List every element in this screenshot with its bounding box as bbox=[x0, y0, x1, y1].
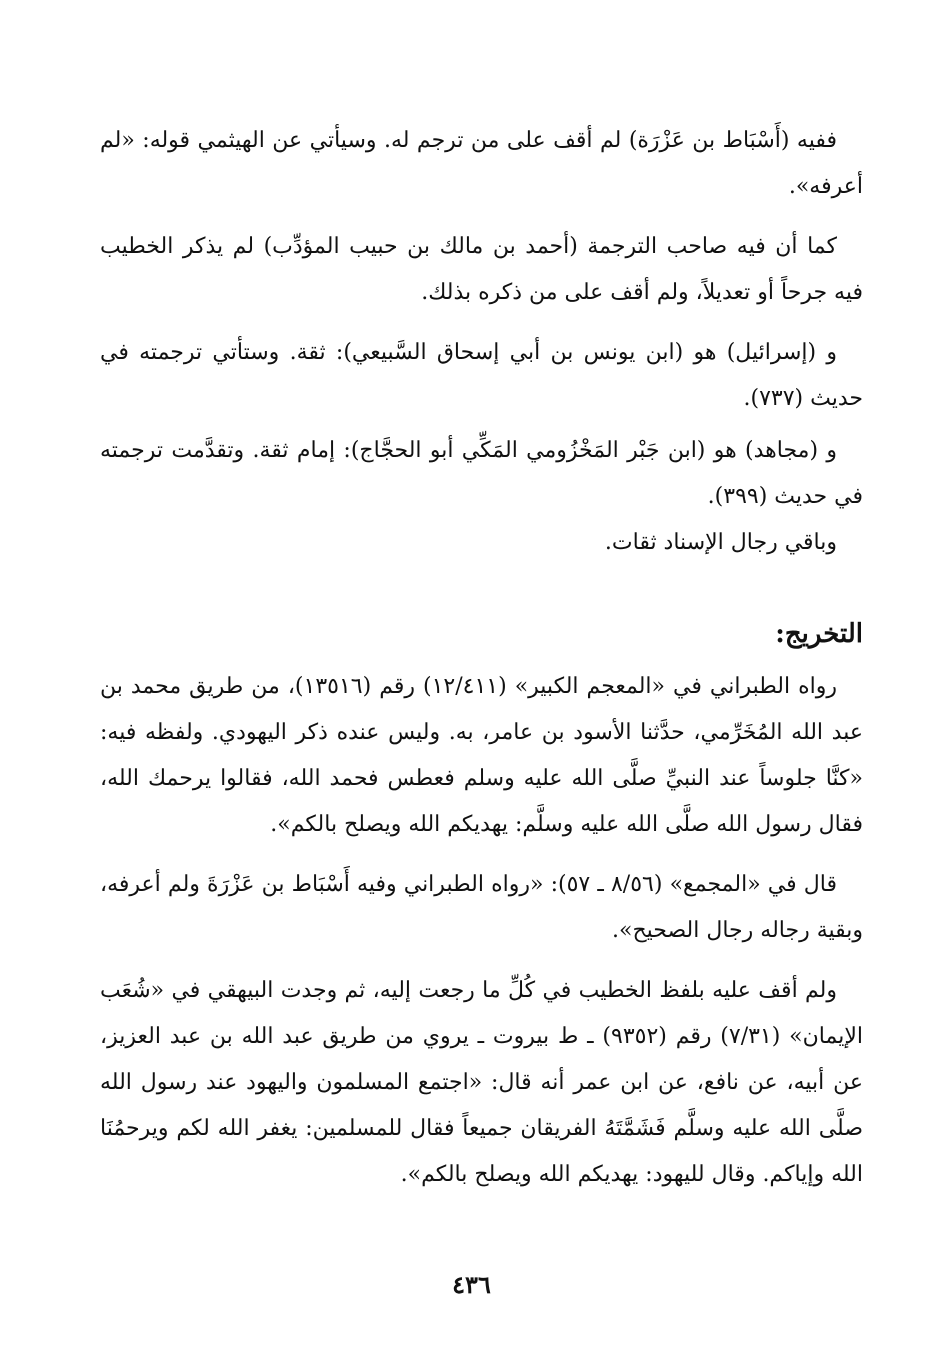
paragraph-ahmad-ibn-malik: كما أن فيه صاحب الترجمة (أحمد بن مالك بن حبيب المؤدِّب) لم يذكر الخطيب فيه جرحاً أو تعديلاً، ولم أقف على من ذكره بذلك. bbox=[100, 234, 863, 305]
paragraph-mujahid: و (مجاهد) هو (ابن جَبْر المَخْزُومي المَكِّي أبو الحجَّاج): إمام ثقة. وتقدَّمت ترجمته في حديث (٣٩٩). bbox=[100, 438, 863, 509]
paragraph-tabarani: رواه الطبراني في «المعجم الكبير» (١٢/٤١١) رقم (١٣٥١٦)، من طريق محمد بن عبد الله المُخَرِّمي، حدَّثنا الأسود بن عامر، به. وليس عنده ذكر اليهودي. ولفظه فيه: «كنَّا جلوساً عند النبيِّ صلَّى الله عليه وسلم فعطس فحمد الله، فقالوا يرحمك الله، فقال رسول الله صلَّى الله عليه وسلَّم: يهديكم الله ويصلح بالكم». bbox=[100, 674, 863, 837]
section-heading-takhrij: التخريج: bbox=[775, 619, 863, 649]
paragraph-majma: قال في «المجمع» (٨/٥٦ ـ ٥٧): «رواه الطبراني وفيه أَسْبَاط بن عَزْرَةَ ولم أعرفه، وبقية رجاله رجال الصحيح». bbox=[100, 872, 863, 943]
paragraph-israil: و (إسرائيل) هو (ابن يونس بن أبي إسحاق السَّبيعي): ثقة. وستأتي ترجمته في حديث (٧٣٧). bbox=[100, 340, 863, 411]
paragraph-asbat: ففيه (أَسْبَاط بن عَزْرَة) لم أقف على من ترجم له. وسيأتي عن الهيثمي قوله: «لم أعرفه». bbox=[100, 128, 863, 199]
paragraph-bayhaqi: ولم أقف عليه بلفظ الخطيب في كُلِّ ما رجعت إليه، ثم وجدت البيهقي في «شُعَب الإيمان» (٧/٣١) رقم (٩٣٥٢) ـ ط بيروت ـ يروي من طريق عبد الله بن عبد العزيز، عن أبيه، عن نافع، عن ابن عمر أنه قال: «اجتمع المسلمون واليهود عند رسول الله صلَّى الله عليه وسلَّم فَشَمَّتَهُ الفريقان جميعاً فقال للمسلمين: يغفر الله لكم ويرحمُنَا الله وإياكم. وقال لليهود: يهديكم الله ويصلح بالكم». bbox=[100, 978, 863, 1187]
paragraph-remaining-narrators: وباقي رجال الإسناد ثقات. bbox=[604, 530, 837, 555]
page-number: ٤٣٦ bbox=[452, 1270, 491, 1299]
